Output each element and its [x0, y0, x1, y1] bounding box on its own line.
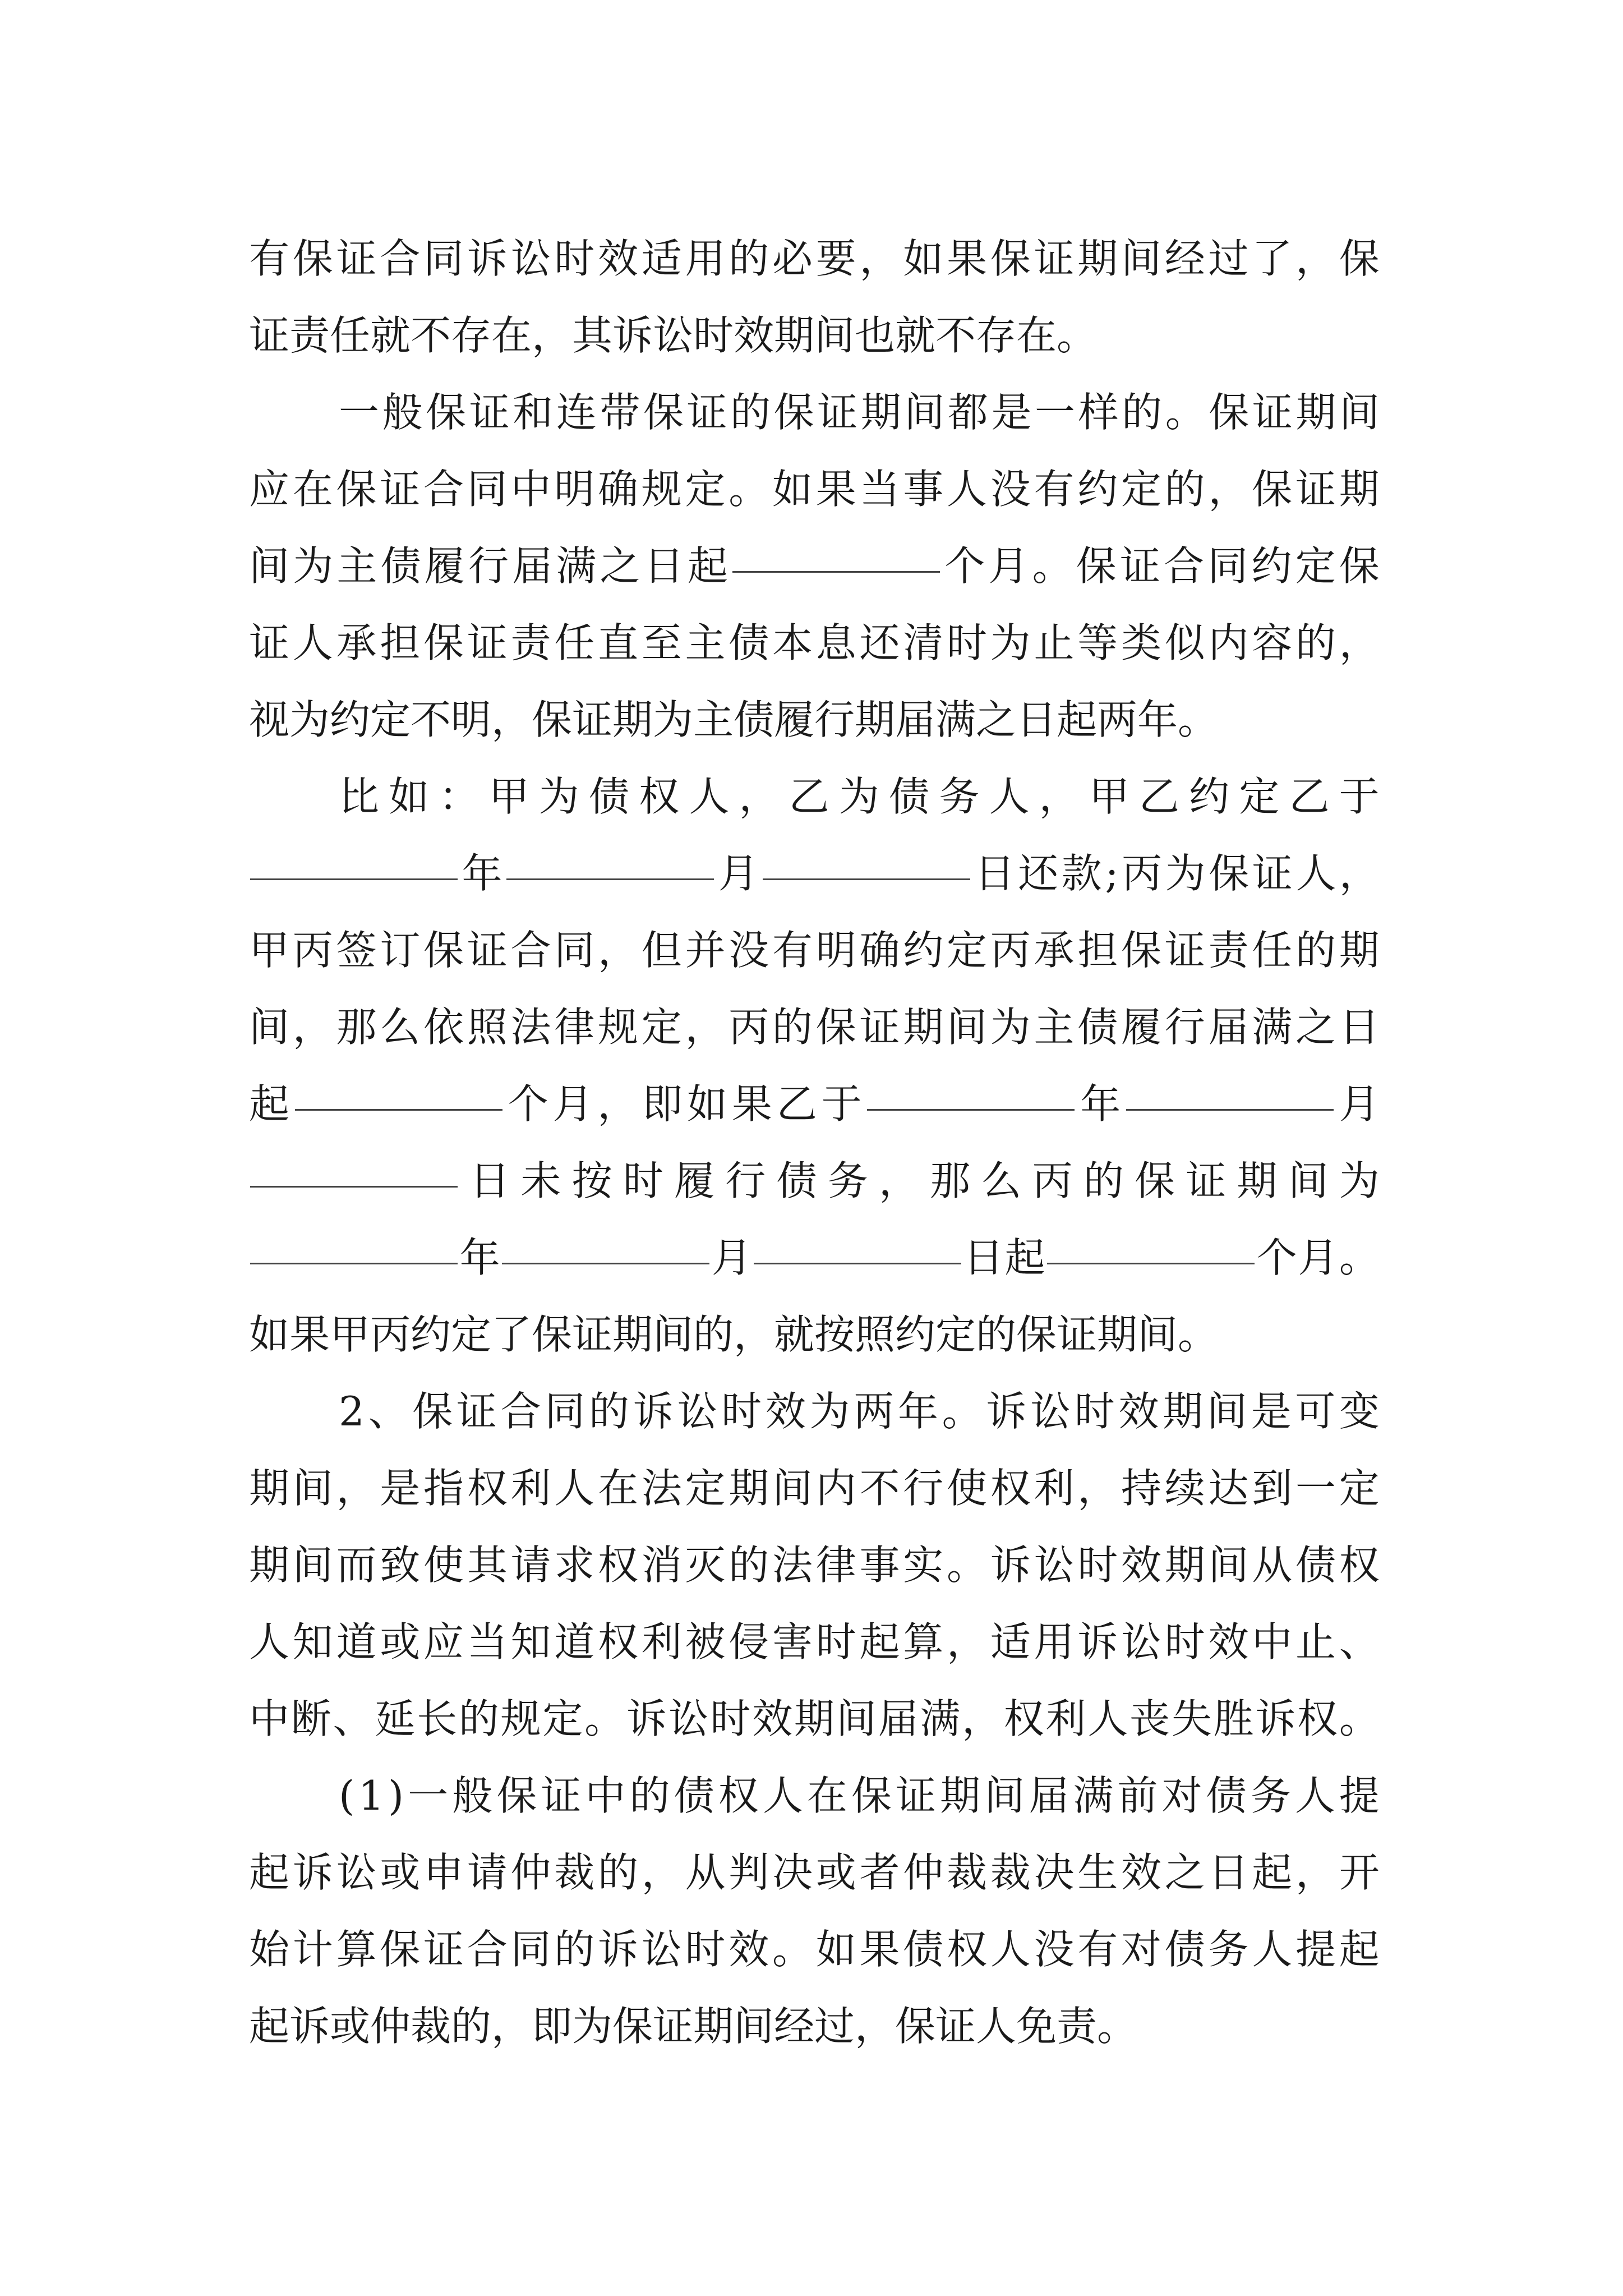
text-line: 有 保 证 合 同 诉 讼 时 效 适 用 的 必 要 ， 如 果 保 证 期 间 经 过 了 ， 保 [249, 235, 1380, 282]
fill-in-blank [763, 834, 970, 880]
text-line: 2 、 保 证 合 同 的 诉 讼 时 效 为 两 年 。 诉 讼 时 效 期 间 是 可 变 [339, 1388, 1380, 1435]
text-line: 比 如 ： 甲 为 债 权 人 ， 乙 为 债 务 人 ， 甲 乙 约 定 乙 于 [339, 773, 1380, 820]
text-line: 甲 丙 签 订 保 证 合 同 ， 但 并 没 有 明 确 约 定 丙 承 担 保 证 责 任 的 期 [249, 927, 1380, 974]
text-line: 起诉或仲裁的，即为保证期间经过，保证人免责。 [249, 2003, 1138, 2050]
text-line: 应 在 保 证 合 同 中 明 确 规 定 。 如 果 当 事 人 没 有 约 定 的 ， 保 证 期 [249, 466, 1380, 513]
fill-in-blank [732, 526, 940, 573]
text-line: 间 为 主 债 履 行 届 满 之 日 起 个 月 。 保 证 合 同 约 定 保 [249, 526, 1380, 606]
text-line: 年 月 日 还 款 ; 丙 为 保 证 人 ， [249, 834, 1380, 913]
text-line: 人 知 道 或 应 当 知 道 权 利 被 侵 害 时 起 算 ， 适 用 诉 讼 时 效 中 止 、 [249, 1618, 1380, 1665]
fill-in-blank [250, 1218, 458, 1264]
text-line: 期 间 ， 是 指 权 利 人 在 法 定 期 间 内 不 行 使 权 利 ， 持 续 达 到 一 定 [249, 1465, 1380, 1512]
fill-in-blank [867, 1064, 1075, 1111]
fill-in-blank [502, 1218, 709, 1264]
text-line: 证 人 承 担 保 证 责 任 直 至 主 债 本 息 还 清 时 为 止 等 类 似 内 容 的 ， [249, 619, 1380, 666]
text-line: 中 断 、 延 长 的 规 定 。 诉 讼 时 效 期 间 届 满 ， 权 利 人 丧 失 胜 诉 权 。 [249, 1695, 1380, 1742]
text-line: 期 间 而 致 使 其 请 求 权 消 灭 的 法 律 事 实 。 诉 讼 时 效 期 间 从 债 权 [249, 1542, 1380, 1589]
text-line: 一 般 保 证 和 连 带 保 证 的 保 证 期 间 都 是 一 样 的 。 保 证 期 间 [339, 389, 1380, 436]
fill-in-blank [250, 834, 458, 880]
fill-in-blank [295, 1064, 502, 1111]
fill-in-blank [1047, 1218, 1255, 1264]
text-line: 年 月 日 起 个 月 。 [249, 1218, 1380, 1297]
text-line: 证责任就不存在，其诉讼时效期间也就不存在。 [249, 312, 1098, 359]
text-line: 起 个 月 ， 即 如 果 乙 于 年 月 [249, 1064, 1380, 1144]
text-line: 起 诉 讼 或 申 请 仲 裁 的 ， 从 判 决 或 者 仲 裁 裁 决 生 效 之 日 起 ， 开 [249, 1849, 1380, 1896]
text-line: ( 1 ) 一 般 保 证 中 的 债 权 人 在 保 证 期 间 届 满 前 对 债 务 人 提 [339, 1772, 1380, 1819]
text-line: 日 未 按 时 履 行 债 务 ， 那 么 丙 的 保 证 期 间 为 [249, 1141, 1380, 1221]
fill-in-blank [1126, 1064, 1334, 1111]
text-line: 视为约定不明，保证期为主债履行期届满之日起两年。 [249, 696, 1219, 743]
text-line: 始 计 算 保 证 合 同 的 诉 讼 时 效 。 如 果 债 权 人 没 有 对 债 务 人 提 起 [249, 1926, 1380, 1973]
text-line: 如果甲丙约定了保证期间的，就按照约定的保证期间。 [249, 1311, 1219, 1358]
text-line: 间 ， 那 么 依 照 法 律 规 定 ， 丙 的 保 证 期 间 为 主 债 履 行 届 满 之 日 [249, 1004, 1380, 1051]
fill-in-blank [506, 834, 714, 880]
fill-in-blank [754, 1218, 961, 1264]
fill-in-blank [250, 1141, 458, 1188]
